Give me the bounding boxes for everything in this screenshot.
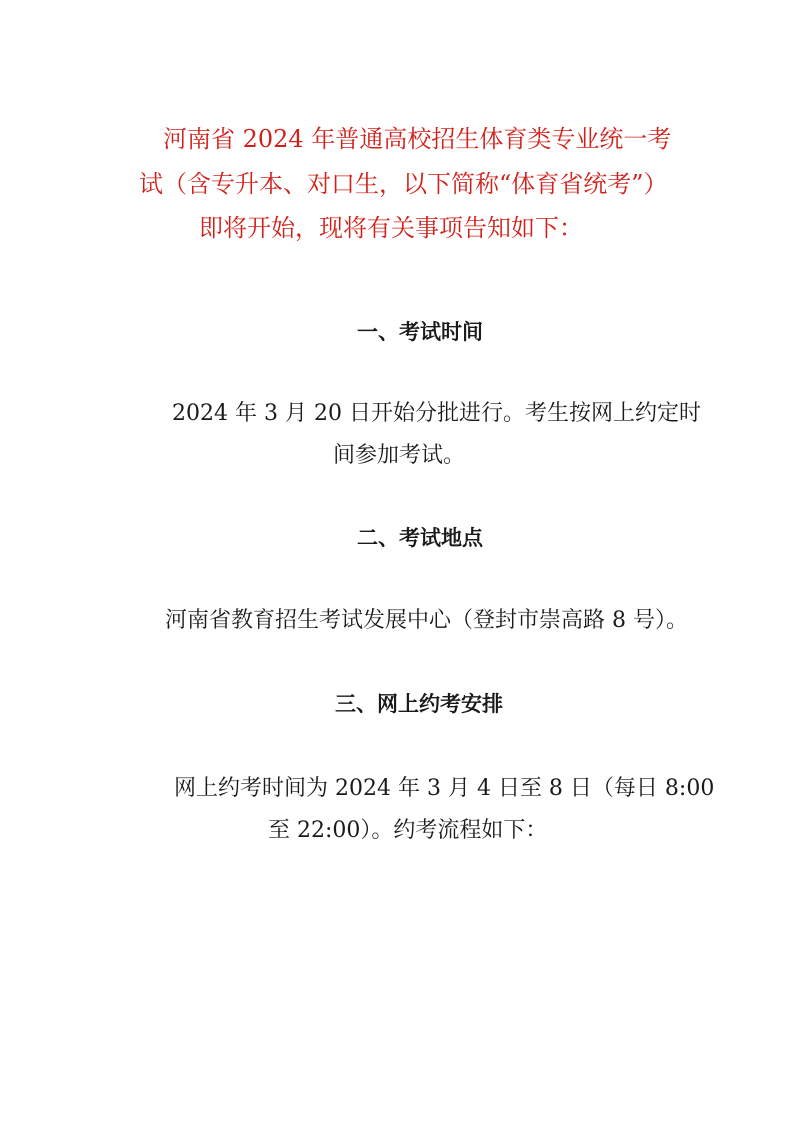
intro-line-3: 即将开始，现将有关事项告知如下： [199,214,583,242]
intro-line-2: 试（含专升本、对口生，以下简称“体育省统考”） [139,170,668,198]
section-heading-exam-time: 一、考试时间 [357,320,483,344]
section-text-exam-location: 河南省教育招生考试发展中心（登封市崇高路 8 号）。 [165,608,688,633]
section-text-exam-time-line-1: 2024 年 3 月 20 日开始分批进行。考生按网上约定时 [172,401,701,426]
section-text-online-booking-line-1: 网上约考时间为 2024 年 3 月 4 日至 8 日（每日 8:00 [174,776,715,801]
section-heading-exam-location: 二、考试地点 [357,526,483,550]
section-text-exam-time-line-2: 间参加考试。 [333,443,466,468]
intro-line-1: 河南省 2024 年普通高校招生体育类专业统一考 [163,125,672,153]
section-text-online-booking-line-2: 至 22:00）。约考流程如下： [268,818,548,843]
section-heading-online-booking: 三、网上约考安排 [335,692,503,716]
